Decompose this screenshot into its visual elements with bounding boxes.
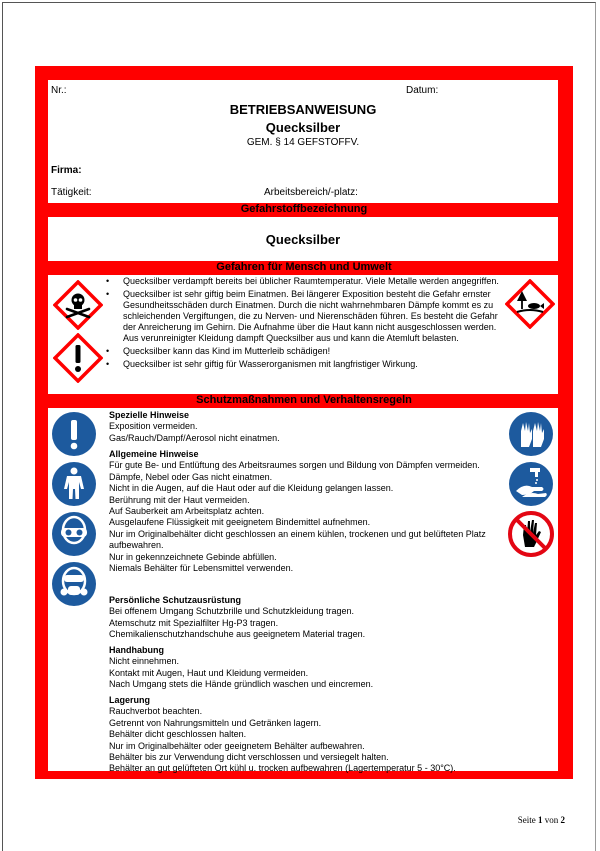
section-heading-hazards: Gefahren für Mensch und Umwelt bbox=[216, 261, 392, 273]
operating-instruction-sheet bbox=[35, 66, 573, 779]
protective-clothing-icon bbox=[51, 461, 97, 507]
footer-page-number: 1 bbox=[538, 815, 543, 825]
protection-section-heading: Spezielle Hinweise bbox=[109, 410, 190, 420]
protection-line: Auf Sauberkeit am Arbeitsplatz achten. bbox=[109, 506, 265, 517]
protection-line: Atemschutz mit Spezialfilter Hg-P3 tragen. bbox=[109, 617, 279, 628]
protection-line: Für gute Be- und Entlüftung des Arbeitsraumes sorgen und Bildung von Dämpfen vermeiden. bbox=[109, 460, 480, 471]
exclamation-mandatory-icon bbox=[51, 411, 97, 457]
protection-line: Nach Umgang stets die Hände gründlich waschen und eincremen. bbox=[109, 679, 374, 690]
protection-line: Nur im Originalbehälter oder geeignetem Behälter aufbewahren. bbox=[109, 740, 365, 751]
safety-goggles-icon bbox=[51, 511, 97, 557]
protection-line: Dämpfe, Nebel oder Gas nicht einatmen. bbox=[109, 471, 273, 482]
skull-crossbones-icon bbox=[53, 280, 103, 330]
taetigkeit-label: Tätigkeit: bbox=[51, 187, 92, 198]
substance-name: Quecksilber bbox=[265, 232, 341, 247]
footer-prefix: Seite bbox=[517, 815, 536, 825]
hazard-item: • Quecksilber ist sehr giftig beim Einatmen. Bei längerer Exposition besteht die Gefahr ernster Gesundheitsschäden durch Einatmen. Durch die nicht wahrnehmbaren Dämpfe kommt es zu schleichenden Vergiftungen, die zu Nerven- und Nierenschäden führen. Es besteht die Gefahr der Anreicherung im Gehirn. Die Aufnahme über die Haut kann nicht ausgeschlossen werden. Aus verunreinigter Kleidung dampft Quecksilber aus und kann die Atemluft belasten. bbox=[106, 289, 501, 344]
protection-line: Getrennt von Nahrungsmitteln und Getränken lagern. bbox=[109, 717, 322, 728]
protection-section-general bbox=[109, 449, 509, 574]
no-touch-prohibition-icon bbox=[508, 511, 554, 557]
protection-line: Nur im Originalbehälter dicht geschlossen an einem kühlen, trockenen und gut belüfteten Platz aufbewahren. bbox=[109, 528, 486, 551]
nr-label: Nr.: bbox=[51, 85, 67, 96]
protection-section-storage bbox=[109, 695, 509, 775]
protection-line: Behälter an gut gelüfteten Ort kühl u. trocken aufbewahren (Lagertemperatur 5 - 30°C). bbox=[109, 763, 456, 774]
footer-middle: von bbox=[544, 815, 559, 825]
protection-section-heading: Persönliche Schutzausrüstung bbox=[109, 595, 242, 605]
datum-label: Datum: bbox=[406, 85, 439, 96]
protection-line: Rauchverbot beachten. bbox=[109, 706, 203, 717]
hazard-item: • Quecksilber verdampft bereits bei üblicher Raumtemperatur. Viele Metalle werden angegriffen. bbox=[106, 276, 501, 287]
health-hazard-exclamation-icon bbox=[53, 333, 103, 383]
header-box bbox=[48, 80, 558, 203]
substance-name-box bbox=[48, 217, 558, 261]
protection-line: Gas/Rauch/Dampf/Aerosol nicht einatmen. bbox=[109, 432, 280, 443]
arbeitsbereich-label: Arbeitsbereich/-platz: bbox=[264, 187, 358, 198]
gloves-icon bbox=[508, 411, 554, 457]
hazard-item: • Quecksilber ist sehr giftig für Wasserorganismen mit langfristiger Wirkung. bbox=[106, 359, 501, 370]
protection-line: Exposition vermeiden. bbox=[109, 421, 198, 432]
protection-section-heading: Handhabung bbox=[109, 645, 164, 655]
hand-washing-icon bbox=[508, 461, 554, 507]
hazard-item: • Quecksilber kann das Kind im Mutterleib schädigen! bbox=[106, 346, 501, 357]
firma-label: Firma: bbox=[51, 165, 82, 176]
section-heading-substance: Gefahrstoffbezeichnung bbox=[240, 203, 368, 215]
protection-line: Nur in gekennzeichnete Gebinde abfüllen. bbox=[109, 551, 277, 562]
document-title: BETRIEBSANWEISUNG bbox=[229, 102, 377, 117]
section-heading-protection: Schutzmaßnahmen und Verhaltensregeln bbox=[196, 394, 412, 406]
protection-section-handling bbox=[109, 645, 509, 691]
protection-line: Niemals Behälter für Lebensmittel verwenden. bbox=[109, 563, 294, 574]
respirator-mask-icon bbox=[51, 561, 97, 607]
protection-line: Kontakt mit Augen, Haut und Kleidung vermeiden. bbox=[109, 667, 309, 678]
hazards-box bbox=[48, 275, 558, 394]
protection-line: Bei offenem Umgang Schutzbrille und Schutzkleidung tragen. bbox=[109, 606, 354, 617]
protection-line: Berührung mit der Haut vermeiden. bbox=[109, 494, 250, 505]
protection-section-heading: Allgemeine Hinweise bbox=[109, 449, 199, 459]
regulation-reference: GEM. § 14 GEFSTOFFV. bbox=[246, 137, 360, 148]
document-page bbox=[2, 2, 596, 851]
protection-line: Behälter bis zur Verwendung dicht verschlossen und versiegelt halten. bbox=[109, 752, 389, 763]
protection-line: Behälter dicht geschlossen halten. bbox=[109, 729, 247, 740]
protection-line: Nicht einnehmen. bbox=[109, 656, 180, 667]
protection-line: Ausgelaufene Flüssigkeit mit geeignetem Bindemittel aufnehmen. bbox=[109, 517, 371, 528]
page-footer bbox=[518, 815, 565, 825]
footer-total-pages: 2 bbox=[560, 815, 565, 825]
protection-section-heading: Lagerung bbox=[109, 695, 151, 705]
hazards-list bbox=[106, 276, 501, 372]
protection-box bbox=[48, 408, 558, 774]
protection-line: Nicht in die Augen, auf die Haut oder auf die Kleidung gelangen lassen. bbox=[109, 483, 394, 494]
header-substance: Quecksilber bbox=[265, 120, 341, 135]
protection-section-special bbox=[109, 410, 509, 444]
environment-hazard-icon bbox=[505, 279, 555, 329]
protection-line: Chemikalienschutzhandschuhe aus geeignetem Material tragen. bbox=[109, 629, 366, 640]
protection-section-ppe bbox=[109, 595, 509, 641]
